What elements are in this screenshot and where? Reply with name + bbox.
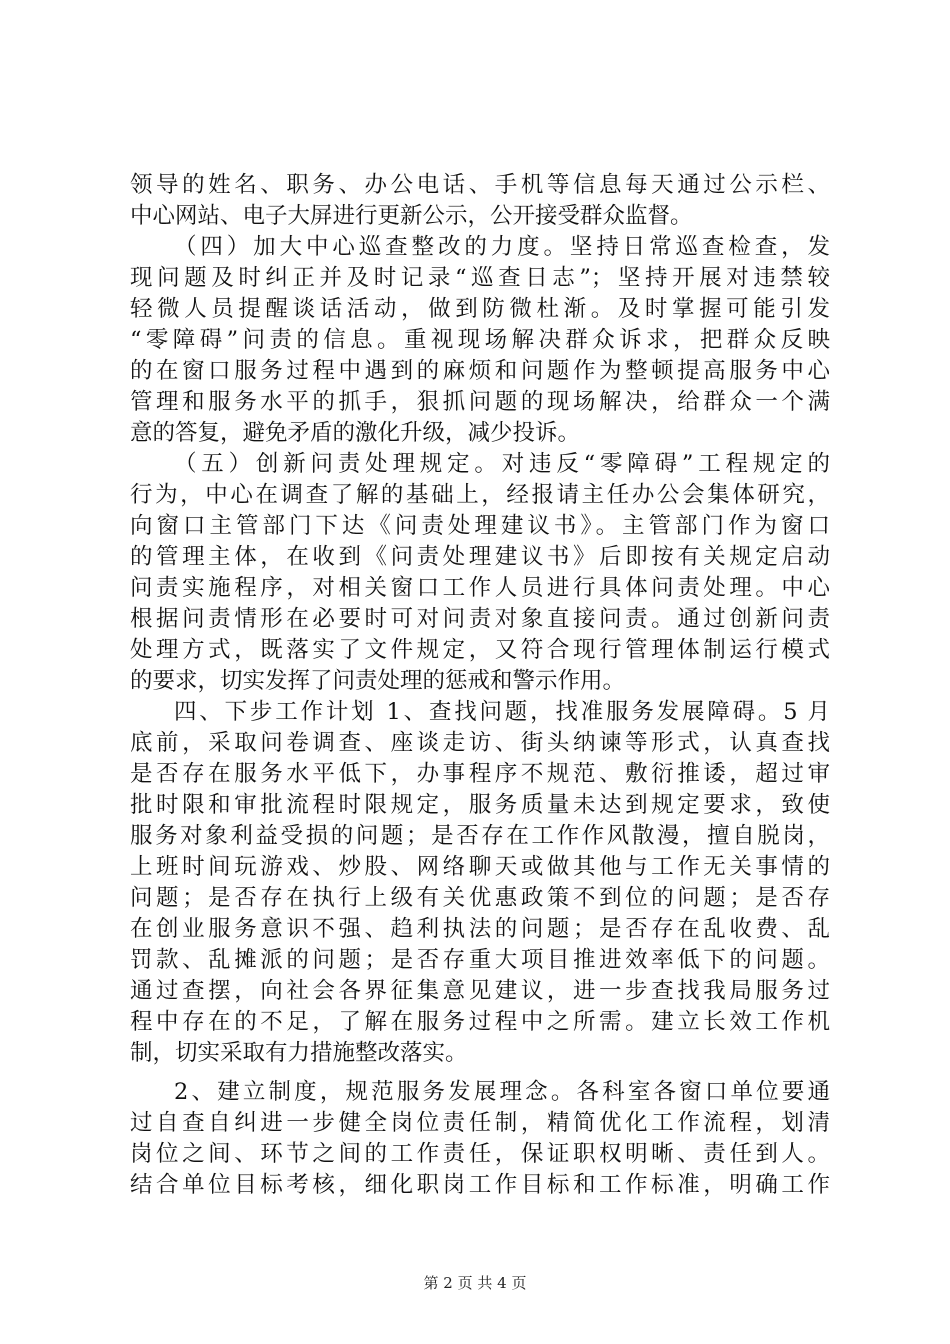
text-line: 四、下步工作计划 1、查找问题，找准服务发展障碍。5 月 — [174, 699, 830, 725]
text-line: 向窗口主管部门下达《问责处理建议书》。主管部门作为窗口 — [130, 513, 830, 539]
paragraph — [130, 232, 830, 449]
document-body — [130, 170, 830, 1201]
text-line: 的要求，切实发挥了问责处理的惩戒和警示作用。 — [130, 668, 626, 694]
text-line: 上班时间玩游戏、炒股、网络聊天或做其他与工作无关事情的 — [130, 854, 830, 880]
text-line: 行为，中心在调查了解的基础上，经报请主任办公会集体研究， — [130, 482, 830, 508]
paragraph — [130, 1077, 830, 1201]
text-line: 在创业服务意识不强、趋利执法的问题；是否存在乱收费、乱 — [130, 916, 830, 942]
text-line: 处理方式，既落实了文件规定，又符合现行管理体制运行模式 — [130, 637, 830, 663]
text-line: 罚款、乱摊派的问题；是否存重大项目推进效率低下的问题。 — [130, 947, 830, 973]
text-line: 服务对象利益受损的问题；是否存在工作作风散漫，擅自脱岗， — [130, 823, 830, 849]
paragraph-gap — [130, 1069, 830, 1077]
text-line: 通过查摆，向社会各界征集意见建议，进一步查找我局服务过 — [130, 978, 830, 1004]
text-line: 过自查自纠进一步健全岗位责任制，精简优化工作流程，划清 — [130, 1110, 830, 1136]
text-line: 轻微人员提醒谈话活动，做到防微杜渐。及时掌握可能引发 — [130, 296, 830, 322]
text-line: “零障碍”问责的信息。重视现场解决群众诉求，把群众反映 — [130, 327, 830, 353]
text-line: 意的答复，避免矛盾的激化升级，减少投诉。 — [130, 420, 581, 446]
text-line: 结合单位目标考核，细化职岗工作目标和工作标准，明确工作 — [130, 1172, 830, 1198]
paragraph — [130, 449, 830, 697]
text-line: 是否存在服务水平低下，办事程序不规范、敷衍推诿，超过审 — [130, 761, 830, 787]
text-line: 的管理主体，在收到《问责处理建议书》后即按有关规定启动 — [130, 544, 830, 570]
paragraph — [130, 697, 830, 1069]
text-line: （四）加大中心巡查整改的力度。坚持日常巡查检查，发 — [174, 234, 830, 260]
text-line: 岗位之间、环节之间的工作责任，保证职权明晰、责任到人。 — [130, 1141, 830, 1167]
text-line: 管理和服务水平的抓手，狠抓问题的现场解决，给群众一个满 — [130, 389, 830, 415]
text-line: 问题；是否存在执行上级有关优惠政策不到位的问题；是否存 — [130, 885, 830, 911]
text-line: 现问题及时纠正并及时记录“巡查日志”；坚持开展对违禁较 — [130, 265, 830, 291]
text-line: 批时限和审批流程时限规定，服务质量未达到规定要求，致使 — [130, 792, 830, 818]
text-line: 根据问责情形在必要时可对问责对象直接问责。通过创新问责 — [130, 606, 830, 632]
paragraph — [130, 170, 830, 232]
text-line: 2、建立制度，规范服务发展理念。各科室各窗口单位要通 — [174, 1079, 830, 1105]
text-line: 底前，采取问卷调查、座谈走访、街头纳谏等形式，认真查找 — [130, 730, 830, 756]
text-line: 程中存在的不足，了解在服务过程中之所需。建立长效工作机 — [130, 1009, 830, 1035]
text-line: 的在窗口服务过程中遇到的麻烦和问题作为整顿提高服务中心 — [130, 358, 830, 384]
text-line: 制，切实采取有力措施整改落实。 — [130, 1040, 468, 1066]
text-line: 问责实施程序，对相关窗口工作人员进行具体问责处理。中心 — [130, 575, 830, 601]
text-line: 领导的姓名、职务、办公电话、手机等信息每天通过公示栏、 — [130, 172, 830, 198]
text-line: 中心网站、电子大屏进行更新公示，公开接受群众监督。 — [130, 203, 693, 229]
text-line: （五）创新问责处理规定。对违反“零障碍”工程规定的 — [174, 451, 830, 477]
page-number-footer: 第 2 页 共 4 页 — [423, 1274, 527, 1292]
